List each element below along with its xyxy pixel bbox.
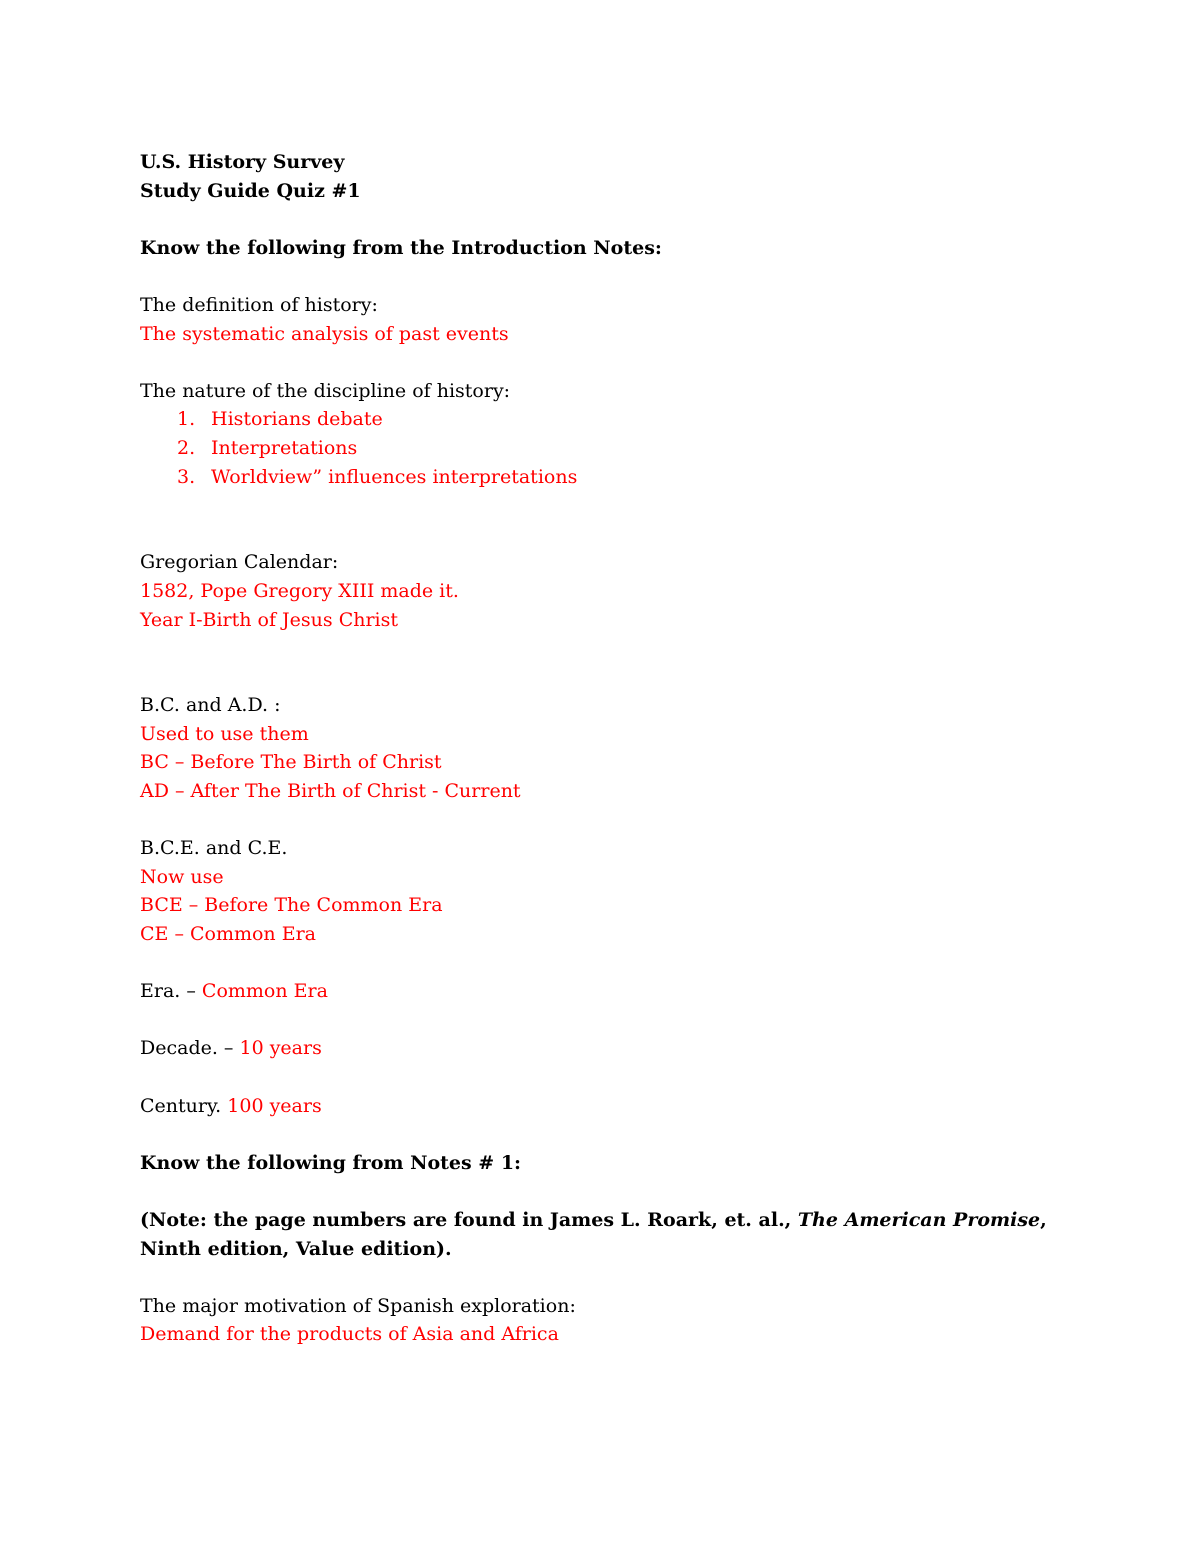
bce-ce-answer-1: Now use bbox=[140, 865, 224, 888]
bc-ad-answer-3: AD – After The Birth of Christ - Current bbox=[140, 780, 521, 803]
gregorian-label: Gregorian Calendar: bbox=[140, 551, 339, 574]
intro-section-heading: Know the following from the Introduction Notes: bbox=[140, 236, 662, 259]
decade-line bbox=[140, 1034, 1060, 1063]
spanish-answer: Demand for the products of Asia and Africa bbox=[140, 1323, 559, 1346]
nature-label: The nature of the discipline of history: bbox=[140, 379, 511, 402]
list-item: 2. Interpretations bbox=[177, 436, 358, 459]
textbook-title: The American Promise bbox=[797, 1208, 1041, 1231]
textbook-note: (Note: the page numbers are found in James L. Roark, et. al., The American Promise, Ninth edition, Value edition). bbox=[140, 1208, 1047, 1260]
nature-list bbox=[140, 405, 1060, 491]
decade-answer: 10 years bbox=[239, 1037, 322, 1060]
era-label: Era. – bbox=[140, 980, 202, 1003]
era-line bbox=[140, 977, 1060, 1006]
bce-ce-label: B.C.E. and C.E. bbox=[140, 837, 288, 860]
bce-ce-answer-3: CE – Common Era bbox=[140, 923, 316, 946]
list-item: 1. Historians debate bbox=[177, 408, 383, 431]
bc-ad-answer-1: Used to use them bbox=[140, 722, 309, 745]
decade-label: Decade. – bbox=[140, 1037, 240, 1060]
definition-answer: The systematic analysis of past events bbox=[140, 322, 509, 345]
century-answer: 100 years bbox=[227, 1094, 322, 1117]
spanish-label: The major motivation of Spanish exploration: bbox=[140, 1294, 576, 1317]
quiz-title: Study Guide Quiz #1 bbox=[140, 179, 361, 202]
century-label: Century. bbox=[140, 1094, 228, 1117]
era-answer: Common Era bbox=[201, 980, 328, 1003]
document-content bbox=[140, 148, 1060, 1349]
century-line bbox=[140, 1092, 1060, 1121]
definition-label: The definition of history: bbox=[140, 293, 378, 316]
notes1-section-heading: Know the following from Notes # 1: bbox=[140, 1151, 522, 1174]
gregorian-answer-1: 1582, Pope Gregory XIII made it. bbox=[140, 579, 459, 602]
bce-ce-answer-2: BCE – Before The Common Era bbox=[140, 894, 443, 917]
bc-ad-label: B.C. and A.D. : bbox=[140, 694, 281, 717]
list-item: 3. Worldview” influences interpretations bbox=[177, 465, 578, 488]
course-title: U.S. History Survey bbox=[140, 151, 345, 173]
gregorian-answer-2: Year I-Birth of Jesus Christ bbox=[140, 608, 399, 631]
bc-ad-answer-2: BC – Before The Birth of Christ bbox=[140, 751, 442, 774]
